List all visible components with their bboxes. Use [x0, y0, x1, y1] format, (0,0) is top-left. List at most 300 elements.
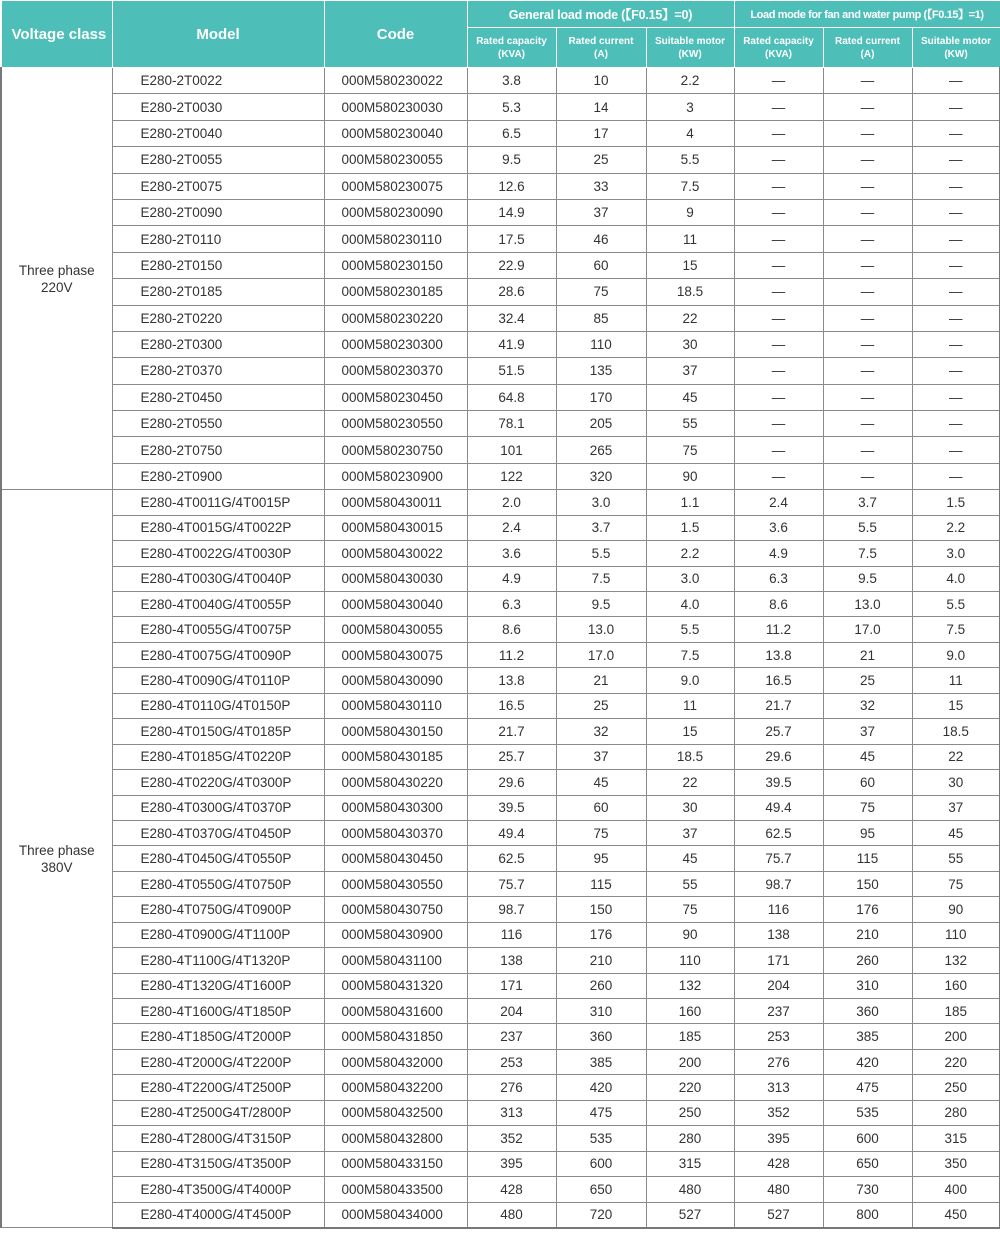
general-rated-capacity-cell: 17.5 [467, 226, 556, 252]
fan-rated-capacity-cell: 21.7 [734, 693, 823, 718]
general-suitable-motor-cell: 55 [646, 411, 734, 437]
fan-rated-current-cell: 600 [823, 1126, 912, 1151]
general-rated-capacity-cell: 253 [467, 1049, 556, 1074]
fan-rated-current-cell: 730 [823, 1177, 912, 1202]
fan-rated-current-cell: — [823, 358, 912, 384]
fan-suitable-motor-cell: 5.5 [912, 592, 1000, 617]
fan-rated-current-cell: — [823, 384, 912, 410]
code-cell: 000M580230055 [324, 147, 467, 173]
fan-rated-capacity-cell: — [734, 384, 823, 410]
general-rated-current-cell: 46 [556, 226, 646, 252]
table-row [1, 922, 1000, 947]
general-rated-capacity-cell: 138 [467, 948, 556, 973]
general-rated-capacity-cell: 8.6 [467, 617, 556, 642]
general-rated-current-cell: 420 [556, 1075, 646, 1100]
model-cell: E280-4T3150G/4T3500P [112, 1151, 324, 1176]
fan-rated-capacity-cell: 276 [734, 1049, 823, 1074]
general-suitable-motor-cell: 18.5 [646, 744, 734, 769]
model-cell: E280-4T0370G/4T0450P [112, 820, 324, 845]
general-suitable-motor-cell: 1.5 [646, 515, 734, 540]
general-rated-capacity-cell: 16.5 [467, 693, 556, 718]
fan-rated-current-cell: — [823, 437, 912, 463]
general-rated-capacity-cell: 62.5 [467, 846, 556, 871]
fan-rated-current-cell: 17.0 [823, 617, 912, 642]
general-rated-capacity-cell: 29.6 [467, 770, 556, 795]
model-cell: E280-4T0150G/4T0185P [112, 719, 324, 744]
model-cell: E280-2T0750 [112, 437, 324, 463]
voltage-class-cell: Three phase 380V [1, 490, 112, 1228]
subheader-unit: (KW) [944, 48, 968, 60]
fan-rated-capacity-cell: 204 [734, 973, 823, 998]
table-row [1, 744, 1000, 769]
voltage-class-cell: Three phase 220V [1, 68, 112, 490]
fan-rated-current-cell: — [823, 120, 912, 146]
subheader-unit: (KW) [678, 48, 702, 60]
fan-rated-capacity-cell: 3.6 [734, 515, 823, 540]
general-rated-current-cell: 37 [556, 744, 646, 769]
code-cell: 000M580431100 [324, 948, 467, 973]
fan-suitable-motor-cell: — [912, 252, 1000, 278]
general-rated-current-cell: 85 [556, 305, 646, 331]
fan-rated-capacity-cell: 116 [734, 897, 823, 922]
fan-suitable-motor-cell: 18.5 [912, 719, 1000, 744]
general-rated-current-cell: 3.7 [556, 515, 646, 540]
code-cell: 000M580230550 [324, 411, 467, 437]
code-cell: 000M580430220 [324, 770, 467, 795]
fan-rated-capacity-cell: 39.5 [734, 770, 823, 795]
header-code: Code [324, 1, 467, 68]
model-cell: E280-4T2000G/4T2200P [112, 1049, 324, 1074]
general-suitable-motor-cell: 37 [646, 820, 734, 845]
model-cell: E280-2T0370 [112, 358, 324, 384]
general-suitable-motor-cell: 3 [646, 94, 734, 120]
table-row [1, 668, 1000, 693]
table-row [1, 897, 1000, 922]
model-cell: E280-4T0750G/4T0900P [112, 897, 324, 922]
model-cell: E280-4T0040G/4T0055P [112, 592, 324, 617]
fan-rated-current-cell: — [823, 226, 912, 252]
table-row [1, 515, 1000, 540]
code-cell: 000M580230075 [324, 173, 467, 199]
general-rated-capacity-cell: 51.5 [467, 358, 556, 384]
general-rated-current-cell: 150 [556, 897, 646, 922]
model-cell: E280-4T1600G/4T1850P [112, 999, 324, 1024]
fan-suitable-motor-cell: 315 [912, 1126, 1000, 1151]
table-row [1, 1126, 1000, 1151]
general-rated-current-cell: 170 [556, 384, 646, 410]
fan-rated-capacity-cell: — [734, 331, 823, 357]
code-cell: 000M580230300 [324, 331, 467, 357]
fan-suitable-motor-cell: 220 [912, 1049, 1000, 1074]
fan-rated-current-cell: — [823, 279, 912, 305]
fan-rated-current-cell: — [823, 411, 912, 437]
model-cell: E280-4T0015G/4T0022P [112, 515, 324, 540]
fan-rated-current-cell: 13.0 [823, 592, 912, 617]
model-cell: E280-4T0450G/4T0550P [112, 846, 324, 871]
code-cell: 000M580430110 [324, 693, 467, 718]
table-row [1, 1075, 1000, 1100]
general-suitable-motor-cell: 480 [646, 1177, 734, 1202]
general-rated-current-cell: 265 [556, 437, 646, 463]
general-suitable-motor-cell: 280 [646, 1126, 734, 1151]
model-cell: E280-4T2200G/4T2500P [112, 1075, 324, 1100]
fan-rated-capacity-cell: 62.5 [734, 820, 823, 845]
fan-rated-current-cell: 800 [823, 1202, 912, 1228]
fan-suitable-motor-cell: — [912, 120, 1000, 146]
fan-rated-capacity-cell: 8.6 [734, 592, 823, 617]
general-suitable-motor-cell: 9 [646, 199, 734, 225]
general-suitable-motor-cell: 30 [646, 795, 734, 820]
general-rated-current-cell: 135 [556, 358, 646, 384]
general-suitable-motor-cell: 4.0 [646, 592, 734, 617]
general-suitable-motor-cell: 2.2 [646, 68, 734, 94]
table-row [1, 948, 1000, 973]
code-cell: 000M580430022 [324, 541, 467, 566]
general-rated-capacity-cell: 6.5 [467, 120, 556, 146]
fan-suitable-motor-cell: — [912, 463, 1000, 489]
table-row [1, 279, 1000, 305]
fan-rated-capacity-cell: 49.4 [734, 795, 823, 820]
code-cell: 000M580430300 [324, 795, 467, 820]
general-rated-current-cell: 95 [556, 846, 646, 871]
fan-suitable-motor-cell: — [912, 279, 1000, 305]
general-rated-current-cell: 10 [556, 68, 646, 94]
fan-rated-current-cell: 150 [823, 871, 912, 896]
general-rated-capacity-cell: 3.6 [467, 541, 556, 566]
code-cell: 000M580230900 [324, 463, 467, 489]
general-rated-current-cell: 17.0 [556, 642, 646, 667]
fan-rated-current-cell: — [823, 94, 912, 120]
code-cell: 000M580230150 [324, 252, 467, 278]
general-rated-capacity-cell: 9.5 [467, 147, 556, 173]
model-cell: E280-2T0022 [112, 68, 324, 94]
table-row [1, 617, 1000, 642]
fan-rated-capacity-cell: 313 [734, 1075, 823, 1100]
fan-rated-current-cell: — [823, 463, 912, 489]
general-rated-current-cell: 475 [556, 1100, 646, 1125]
fan-suitable-motor-cell: — [912, 199, 1000, 225]
fan-rated-current-cell: — [823, 147, 912, 173]
subheader-name: Rated current [834, 35, 900, 47]
general-rated-current-cell: 176 [556, 922, 646, 947]
fan-suitable-motor-cell: 1.5 [912, 490, 1000, 515]
model-cell: E280-2T0030 [112, 94, 324, 120]
model-cell: E280-2T0040 [112, 120, 324, 146]
table-row [1, 770, 1000, 795]
general-rated-capacity-cell: 22.9 [467, 252, 556, 278]
fan-suitable-motor-cell: 37 [912, 795, 1000, 820]
general-rated-current-cell: 45 [556, 770, 646, 795]
general-rated-current-cell: 5.5 [556, 541, 646, 566]
fan-suitable-motor-cell: 22 [912, 744, 1000, 769]
general-suitable-motor-cell: 15 [646, 719, 734, 744]
fan-rated-capacity-cell: 25.7 [734, 719, 823, 744]
general-suitable-motor-cell: 200 [646, 1049, 734, 1074]
table-row [1, 490, 1000, 515]
code-cell: 000M580430075 [324, 642, 467, 667]
general-rated-current-cell: 650 [556, 1177, 646, 1202]
code-cell: 000M580230370 [324, 358, 467, 384]
general-suitable-motor-cell: 110 [646, 948, 734, 973]
general-rated-capacity-cell: 78.1 [467, 411, 556, 437]
general-suitable-motor-cell: 90 [646, 922, 734, 947]
general-rated-capacity-cell: 101 [467, 437, 556, 463]
general-rated-capacity-cell: 13.8 [467, 668, 556, 693]
general-suitable-motor-cell: 22 [646, 305, 734, 331]
code-cell: 000M580432200 [324, 1075, 467, 1100]
general-suitable-motor-cell: 55 [646, 871, 734, 896]
general-rated-current-cell: 320 [556, 463, 646, 489]
code-cell: 000M580430900 [324, 922, 467, 947]
general-rated-capacity-cell: 39.5 [467, 795, 556, 820]
table-row [1, 358, 1000, 384]
general-suitable-motor-cell: 185 [646, 1024, 734, 1049]
code-cell: 000M580430055 [324, 617, 467, 642]
general-rated-capacity-cell: 12.6 [467, 173, 556, 199]
model-cell: E280-2T0090 [112, 199, 324, 225]
code-cell: 000M580431320 [324, 973, 467, 998]
fan-rated-current-cell: 25 [823, 668, 912, 693]
fan-rated-capacity-cell: — [734, 279, 823, 305]
table-row [1, 719, 1000, 744]
general-suitable-motor-cell: 30 [646, 331, 734, 357]
fan-rated-current-cell: 9.5 [823, 566, 912, 591]
general-rated-current-cell: 115 [556, 871, 646, 896]
general-rated-current-cell: 32 [556, 719, 646, 744]
fan-rated-capacity-cell: 98.7 [734, 871, 823, 896]
fan-suitable-motor-cell: 11 [912, 668, 1000, 693]
subheader-unit: (A) [860, 48, 875, 60]
general-suitable-motor-cell: 75 [646, 897, 734, 922]
general-rated-current-cell: 33 [556, 173, 646, 199]
general-suitable-motor-cell: 5.5 [646, 147, 734, 173]
fan-rated-current-cell: 420 [823, 1049, 912, 1074]
code-cell: 000M580230040 [324, 120, 467, 146]
fan-rated-capacity-cell: 2.4 [734, 490, 823, 515]
fan-rated-capacity-cell: 4.9 [734, 541, 823, 566]
general-rated-capacity-cell: 313 [467, 1100, 556, 1125]
fan-suitable-motor-cell: — [912, 358, 1000, 384]
general-rated-current-cell: 17 [556, 120, 646, 146]
model-cell: E280-2T0900 [112, 463, 324, 489]
general-rated-current-cell: 720 [556, 1202, 646, 1228]
fan-rated-current-cell: 210 [823, 922, 912, 947]
subheader-unit: (KVA) [764, 48, 793, 60]
fan-suitable-motor-cell: 4.0 [912, 566, 1000, 591]
fan-rated-capacity-cell: 13.8 [734, 642, 823, 667]
model-cell: E280-2T0150 [112, 252, 324, 278]
general-suitable-motor-cell: 45 [646, 846, 734, 871]
code-cell: 000M580430015 [324, 515, 467, 540]
fan-rated-capacity-cell: 138 [734, 922, 823, 947]
code-cell: 000M580433150 [324, 1151, 467, 1176]
fan-suitable-motor-cell: 3.0 [912, 541, 1000, 566]
code-cell: 000M580433500 [324, 1177, 467, 1202]
code-cell: 000M580430450 [324, 846, 467, 871]
fan-suitable-motor-cell: 30 [912, 770, 1000, 795]
model-cell: E280-2T0110 [112, 226, 324, 252]
model-cell: E280-2T0450 [112, 384, 324, 410]
table-row [1, 199, 1000, 225]
fan-rated-capacity-cell: — [734, 463, 823, 489]
general-rated-current-cell: 60 [556, 252, 646, 278]
fan-rated-capacity-cell: — [734, 120, 823, 146]
code-cell: 000M580230750 [324, 437, 467, 463]
fan-suitable-motor-cell: 2.2 [912, 515, 1000, 540]
model-cell: E280-2T0550 [112, 411, 324, 437]
fan-rated-capacity-cell: 6.3 [734, 566, 823, 591]
table-row [1, 437, 1000, 463]
fan-rated-current-cell: 60 [823, 770, 912, 795]
general-rated-current-cell: 21 [556, 668, 646, 693]
model-cell: E280-4T1100G/4T1320P [112, 948, 324, 973]
general-rated-capacity-cell: 171 [467, 973, 556, 998]
table-row [1, 94, 1000, 120]
general-rated-capacity-cell: 11.2 [467, 642, 556, 667]
fan-rated-current-cell: 115 [823, 846, 912, 871]
table-row [1, 120, 1000, 146]
fan-rated-capacity-cell: 527 [734, 1202, 823, 1228]
fan-suitable-motor-cell: — [912, 437, 1000, 463]
code-cell: 000M580430090 [324, 668, 467, 693]
code-cell: 000M580431850 [324, 1024, 467, 1049]
general-rated-capacity-cell: 4.9 [467, 566, 556, 591]
fan-rated-capacity-cell: — [734, 305, 823, 331]
general-rated-capacity-cell: 75.7 [467, 871, 556, 896]
model-cell: E280-4T0185G/4T0220P [112, 744, 324, 769]
general-suitable-motor-cell: 250 [646, 1100, 734, 1125]
code-cell: 000M580434000 [324, 1202, 467, 1228]
fan-suitable-motor-cell: — [912, 173, 1000, 199]
fan-rated-current-cell: 21 [823, 642, 912, 667]
model-cell: E280-4T2800G/4T3150P [112, 1126, 324, 1151]
subheader-rated-current [556, 28, 646, 68]
general-rated-capacity-cell: 21.7 [467, 719, 556, 744]
general-rated-current-cell: 3.0 [556, 490, 646, 515]
general-rated-current-cell: 205 [556, 411, 646, 437]
general-suitable-motor-cell: 2.2 [646, 541, 734, 566]
general-rated-capacity-cell: 204 [467, 999, 556, 1024]
general-suitable-motor-cell: 37 [646, 358, 734, 384]
general-rated-capacity-cell: 64.8 [467, 384, 556, 410]
fan-rated-current-cell: 360 [823, 999, 912, 1024]
general-rated-capacity-cell: 5.3 [467, 94, 556, 120]
general-rated-current-cell: 25 [556, 147, 646, 173]
model-cell: E280-2T0075 [112, 173, 324, 199]
table-row [1, 566, 1000, 591]
fan-rated-capacity-cell: — [734, 252, 823, 278]
table-row [1, 226, 1000, 252]
model-cell: E280-4T0110G/4T0150P [112, 693, 324, 718]
general-rated-current-cell: 60 [556, 795, 646, 820]
code-cell: 000M580430185 [324, 744, 467, 769]
general-rated-capacity-cell: 2.0 [467, 490, 556, 515]
fan-suitable-motor-cell: — [912, 305, 1000, 331]
fan-rated-current-cell: — [823, 305, 912, 331]
general-rated-capacity-cell: 49.4 [467, 820, 556, 845]
fan-rated-current-cell: 260 [823, 948, 912, 973]
general-rated-capacity-cell: 14.9 [467, 199, 556, 225]
model-cell: E280-4T0300G/4T0370P [112, 795, 324, 820]
fan-rated-capacity-cell: 171 [734, 948, 823, 973]
fan-suitable-motor-cell: — [912, 68, 1000, 94]
general-rated-current-cell: 310 [556, 999, 646, 1024]
model-cell: E280-4T1850G/4T2000P [112, 1024, 324, 1049]
table-row [1, 68, 1000, 94]
general-rated-capacity-cell: 480 [467, 1202, 556, 1228]
header-general-load-mode: General load mode (【F0.15】=0) [467, 1, 734, 28]
fan-suitable-motor-cell: 45 [912, 820, 1000, 845]
subheader-unit: (A) [594, 48, 608, 60]
fan-rated-capacity-cell: — [734, 147, 823, 173]
code-cell: 000M580430030 [324, 566, 467, 591]
fan-rated-current-cell: 95 [823, 820, 912, 845]
code-cell: 000M580430550 [324, 871, 467, 896]
subheader-name: Suitable motor [654, 35, 725, 47]
fan-rated-capacity-cell: — [734, 199, 823, 225]
general-rated-current-cell: 535 [556, 1126, 646, 1151]
general-rated-capacity-cell: 25.7 [467, 744, 556, 769]
fan-rated-capacity-cell: 428 [734, 1151, 823, 1176]
fan-suitable-motor-cell: 400 [912, 1177, 1000, 1202]
code-cell: 000M580230185 [324, 279, 467, 305]
fan-rated-capacity-cell: 29.6 [734, 744, 823, 769]
model-cell: E280-2T0055 [112, 147, 324, 173]
fan-rated-capacity-cell: 480 [734, 1177, 823, 1202]
general-rated-capacity-cell: 3.8 [467, 68, 556, 94]
fan-suitable-motor-cell: — [912, 331, 1000, 357]
general-suitable-motor-cell: 7.5 [646, 173, 734, 199]
model-cell: E280-4T0022G/4T0030P [112, 541, 324, 566]
fan-rated-current-cell: — [823, 199, 912, 225]
general-rated-capacity-cell: 32.4 [467, 305, 556, 331]
fan-suitable-motor-cell: 110 [912, 922, 1000, 947]
general-rated-capacity-cell: 116 [467, 922, 556, 947]
fan-suitable-motor-cell: — [912, 94, 1000, 120]
general-suitable-motor-cell: 220 [646, 1075, 734, 1100]
general-rated-capacity-cell: 395 [467, 1151, 556, 1176]
code-cell: 000M580430750 [324, 897, 467, 922]
subheader-name: Rated capacity [743, 35, 814, 47]
general-suitable-motor-cell: 132 [646, 973, 734, 998]
table-row [1, 999, 1000, 1024]
general-suitable-motor-cell: 22 [646, 770, 734, 795]
table-row [1, 1177, 1000, 1202]
fan-suitable-motor-cell: 350 [912, 1151, 1000, 1176]
general-suitable-motor-cell: 18.5 [646, 279, 734, 305]
subheader-rated-capacity [467, 28, 556, 68]
general-suitable-motor-cell: 45 [646, 384, 734, 410]
general-rated-current-cell: 75 [556, 820, 646, 845]
code-cell: 000M580430150 [324, 719, 467, 744]
table-row [1, 1100, 1000, 1125]
fan-rated-capacity-cell: — [734, 358, 823, 384]
fan-rated-current-cell: 475 [823, 1075, 912, 1100]
fan-rated-capacity-cell: — [734, 437, 823, 463]
code-cell: 000M580432500 [324, 1100, 467, 1125]
model-cell: E280-4T0220G/4T0300P [112, 770, 324, 795]
fan-suitable-motor-cell: — [912, 411, 1000, 437]
fan-rated-current-cell: 7.5 [823, 541, 912, 566]
general-rated-current-cell: 385 [556, 1049, 646, 1074]
code-cell: 000M580430040 [324, 592, 467, 617]
general-rated-current-cell: 37 [556, 199, 646, 225]
table-row [1, 411, 1000, 437]
fan-suitable-motor-cell: 9.0 [912, 642, 1000, 667]
subheader-suitable-motor [646, 28, 734, 68]
model-cell: E280-2T0185 [112, 279, 324, 305]
model-cell: E280-4T2500G4T/2800P [112, 1100, 324, 1125]
